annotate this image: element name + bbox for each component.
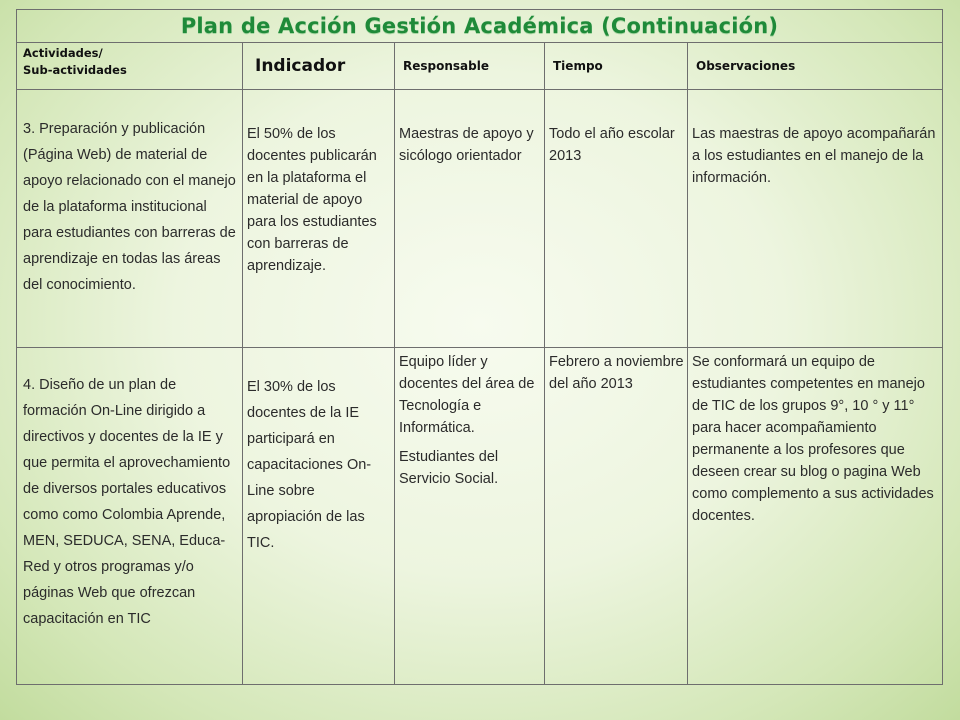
- row2-responsable: [395, 348, 545, 685]
- action-plan-table: [16, 9, 943, 685]
- table-row: [17, 348, 943, 685]
- row2-tiempo: Febrero a noviembre del año 2013: [545, 348, 688, 685]
- action-plan-slide: [16, 9, 942, 685]
- slide-title: Plan de Acción Gestión Académica (Continuación): [17, 10, 943, 43]
- header-responsable: Responsable: [395, 43, 545, 90]
- row1-actividad: 3. Preparación y publicación (Página Web) de material de apoyo relacionado con el manejo de la plataforma institucional para estudiantes con barreras de aprendizaje en todas las áreas del conocimiento.: [17, 90, 243, 348]
- row2-indicador: El 30% de los docentes de la IE participará en capacitaciones On-Line sobre apropiación de las TIC.: [243, 348, 395, 685]
- header-row: [17, 43, 943, 90]
- row1-responsable-text: Maestras de apoyo y sicólogo orientador: [399, 126, 534, 164]
- table-row: [17, 90, 943, 348]
- header-actividades-line2: Sub-actividades: [23, 63, 127, 77]
- header-actividades-line1: Actividades/: [23, 46, 103, 60]
- header-actividades: [17, 43, 243, 90]
- row1-indicador: El 50% de los docentes publicarán en la plataforma el material de apoyo para los estudiantes con barreras de aprendizaje.: [243, 90, 395, 348]
- row2-responsable-text: Equipo líder y docentes del área de Tecnología e Informática.: [399, 354, 535, 436]
- row1-tiempo: Todo el año escolar 2013: [545, 90, 688, 348]
- row1-observaciones: Las maestras de apoyo acompañarán a los estudiantes en el manejo de la información.: [688, 90, 943, 348]
- header-tiempo: Tiempo: [545, 43, 688, 90]
- header-indicador: Indicador: [243, 43, 395, 90]
- header-observaciones: Observaciones: [688, 43, 943, 90]
- row2-responsable-text-2: Estudiantes del Servicio Social.: [399, 449, 499, 487]
- row2-observaciones: Se conformará un equipo de estudiantes competentes en manejo de TIC de los grupos 9°, 10 ° y 11° para hacer acompañamiento permanente a los profesores que deseen crear su blog o pagina Web como complemento a sus actividades docentes.: [688, 348, 943, 685]
- row2-actividad: 4. Diseño de un plan de formación On-Line dirigido a directivos y docentes de la IE y que permita el aprovechamiento de diversos portales educativos como como Colombia Aprende, MEN, SEDUCA, SENA, Educa-Red y otros programas y/o páginas Web que ofrezcan capacitación en TIC: [17, 348, 243, 685]
- row1-responsable: [395, 90, 545, 348]
